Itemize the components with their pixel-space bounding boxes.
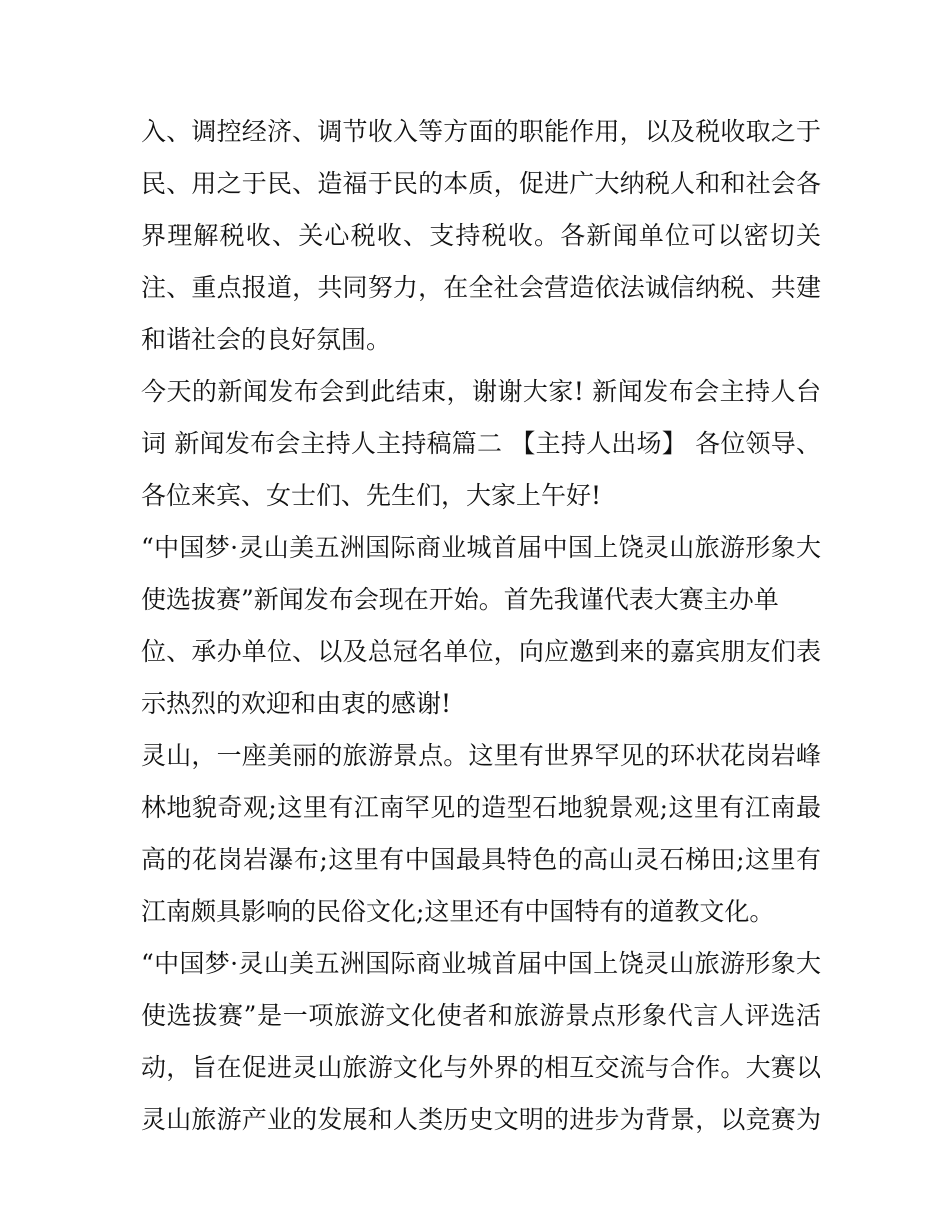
text-line: 界理解税收、关心税收、支持税收。各新闻单位可以密切关 [141,221,821,250]
text-line: 今天的新闻发布会到此结束，谢谢大家! 新闻发布会主持人台 [141,377,821,406]
document-text-body [141,106,821,1146]
text-line: “中国梦·灵山美五洲国际商业城首届中国上饶灵山旅游形象大 [141,533,821,562]
text-line: 位、承办单位、以及总冠名单位，向应邀到来的嘉宾朋友们表 [141,637,821,666]
text-line: 各位来宾、女士们、先生们，大家上午好! [141,481,602,510]
text-line: 词 新闻发布会主持人主持稿篇二 【主持人出场】 各位领导、 [141,429,821,458]
text-line: 注、重点报道，共同努力，在全社会营造依法诚信纳税、共建 [141,273,821,302]
text-line: 动，旨在促进灵山旅游文化与外界的相互交流与合作。大赛以 [141,1053,821,1082]
text-line: 入、调控经济、调节收入等方面的职能作用，以及税收取之于 [141,117,821,146]
text-line: “中国梦·灵山美五洲国际商业城首届中国上饶灵山旅游形象大 [141,949,821,978]
text-line: 高的花岗岩瀑布;这里有中国最具特色的高山灵石梯田;这里有 [141,845,821,874]
text-line: 示热烈的欢迎和由衷的感谢! [141,689,452,718]
text-line: 和谐社会的良好氛围。 [141,325,392,354]
text-line: 民、用之于民、造福于民的本质，促进广大纳税人和和社会各 [141,169,821,198]
text-line: 灵山旅游产业的发展和人类历史文明的进步为背景，以竞赛为 [141,1105,821,1134]
text-line: 灵山，一座美丽的旅游景点。这里有世界罕见的环状花岗岩峰 [141,741,821,770]
text-line: 使选拔赛”新闻发布会现在开始。首先我谨代表大赛主办单 [141,585,779,614]
text-line: 江南颇具影响的民俗文化;这里还有中国特有的道教文化。 [141,897,775,926]
text-line: 使选拔赛”是一项旅游文化使者和旅游景点形象代言人评选活 [141,1001,821,1030]
text-line: 林地貌奇观;这里有江南罕见的造型石地貌景观;这里有江南最 [141,793,821,822]
